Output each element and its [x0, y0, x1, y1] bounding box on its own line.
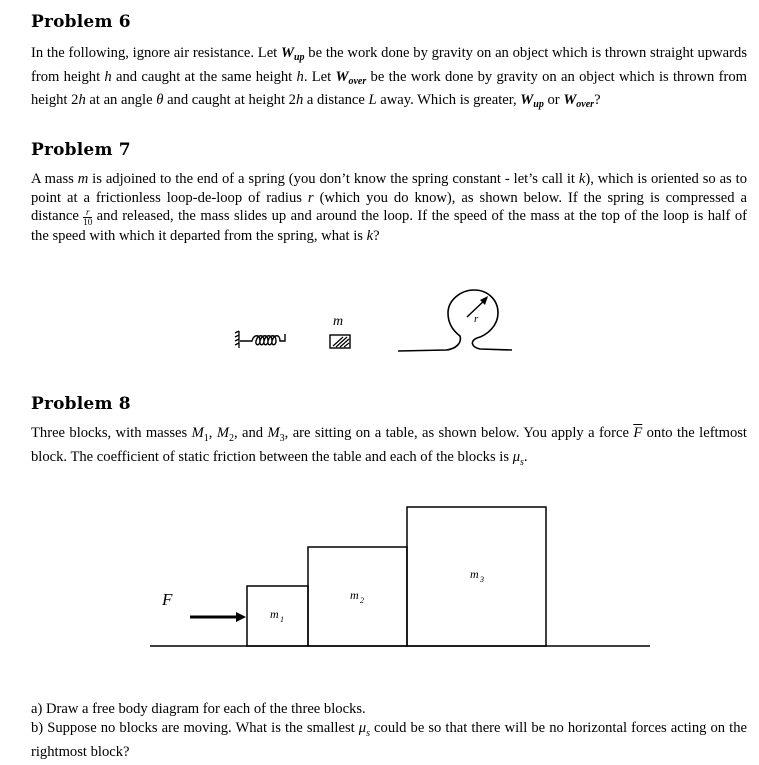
problem-8-text: Three blocks, with masses $M_1$, $M_2$, and $M_3$, are sitting on a table, as shown below. You apply a force $\overline{F}$ onto the leftmost block. The coefficient of static friction between the table and each of the blocks is $\mu_s$.: [31, 425, 747, 469]
part-b: b) Suppose no blocks are moving. What is the smallest $\mu_s$ could be so that there will be no horizontal forces acting on the rightmost block?: [31, 719, 748, 760]
block-m2-index: 2: [360, 596, 364, 605]
block-m1-label: m: [270, 607, 279, 621]
radius-label: r: [474, 313, 479, 325]
force-label: F: [162, 590, 173, 609]
problem-7-text: A mass m is adjoined to the end of a spring (you don’t know the spring constant - let’s call it k), which is oriented so as to point at a frictionless loop-de-loop of radius r (which you do know), as shown below. If the spring is compressed a distance $\frac{r}{10}$ and released, the mass slides up and around the loop. If the speed of the mass at the top of the loop is half of the speed with which it departed from the spring, what is k?: [31, 171, 747, 244]
problem-6-text: In the following, ignore air resistance. Let $W_{up}$ be the work done by gravity on an object which is thrown straight upwards from height h and caught at the same height h. Let $W_{over}$ be the work done by gravity on an object which is thrown from height 2h at an angle θ and caught at height 2h a distance L away. Which is greater, $W_{up}$ or $W_{over}$?: [31, 45, 747, 110]
block-m3-label: m: [470, 567, 479, 581]
fraction: $\frac{r}{10}$: [83, 207, 93, 227]
block-m2-label: m: [350, 588, 359, 602]
part-a: a) Draw a free body diagram for each of the three blocks.: [31, 701, 366, 717]
problem-6-title: Problem 6: [31, 12, 131, 32]
block-m3-index: 3: [480, 575, 484, 584]
problem-7-title: Problem 7: [31, 140, 131, 160]
problem-8-title: Problem 8: [31, 394, 131, 414]
problem-8-parts: [31, 700, 747, 761]
block-m1-index: 1: [280, 615, 284, 624]
mass-label: m: [333, 314, 344, 329]
arrow-head-icon: [236, 612, 246, 622]
